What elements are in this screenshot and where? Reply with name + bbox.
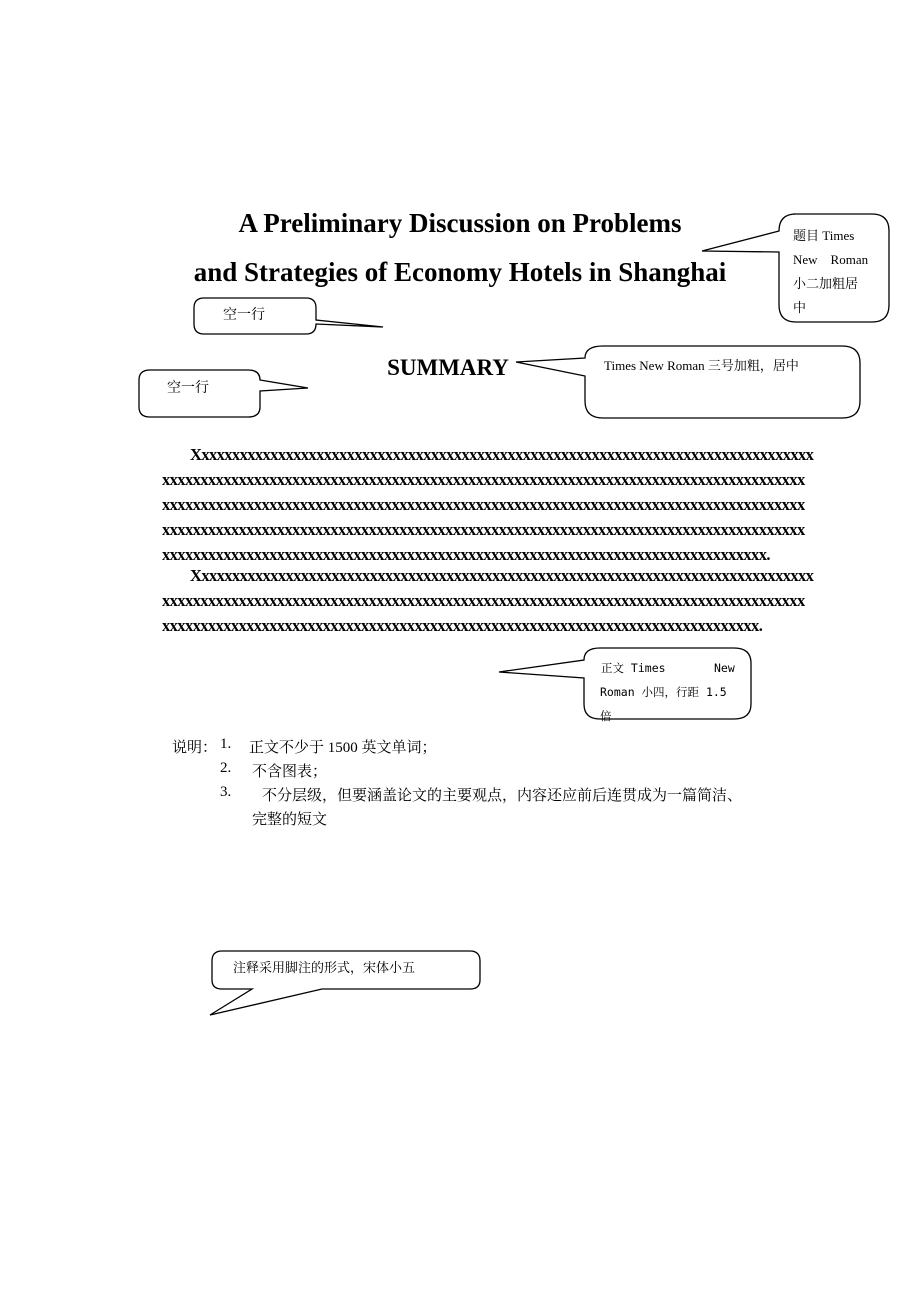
notes-item-3-text-line-1: 不分层级，但要涵盖论文的主要观点，内容还应前后连贯成为一篇简洁、 (262, 788, 743, 804)
callout-title-format-line-4: 中 (793, 300, 807, 315)
callout-summary-format-text: Times New Roman 三号加粗，居中 (604, 358, 799, 373)
callout-body-format-line-3 (600, 704, 612, 714)
paragraph-1-line-5: xxxxxxxxxxxxxxxxxxxxxxxxxxxxxxxxxxxxxxxxxxxxxxxxxxxxxxxxxxxxxxxxxxxxxxxxxxxxxxx. (162, 545, 770, 564)
paragraph-2-line-3: xxxxxxxxxxxxxxxxxxxxxxxxxxxxxxxxxxxxxxxxxxxxxxxxxxxxxxxxxxxxxxxxxxxxxxxxxxxxxx. (162, 616, 763, 635)
document-title-line-2: and Strategies of Economy Hotels in Shanghai (193, 257, 727, 287)
notes-item-3-text-line-2: 完整的短文 (252, 812, 328, 828)
callout-body-format-line-2: Roman 小四，行距 1.5 (600, 685, 727, 699)
document-title-line-1: A Preliminary Discussion on Problems (238, 208, 682, 238)
paragraph-2-line-1: Xxxxxxxxxxxxxxxxxxxxxxxxxxxxxxxxxxxxxxxxxxxxxxxxxxxxxxxxxxxxxxxxxxxxxxxxxxxxxxxxx (190, 566, 814, 585)
paragraph-1-line-3: xxxxxxxxxxxxxxxxxxxxxxxxxxxxxxxxxxxxxxxxxxxxxxxxxxxxxxxxxxxxxxxxxxxxxxxxxxxxxxxxxxxx (162, 495, 805, 514)
callout-title-format-line-2: New Roman (793, 252, 869, 267)
notes-item-2-text: 不含图表； (252, 764, 328, 780)
callout-blank-line-2-text: 空一行 (167, 381, 209, 396)
notes-label: 说明： (172, 740, 218, 756)
summary-heading: SUMMARY (387, 355, 509, 380)
notes-item-1-number: 1. (220, 736, 232, 752)
callout-blank-line-1-text: 空一行 (223, 308, 265, 323)
paragraph-1-line-2: xxxxxxxxxxxxxxxxxxxxxxxxxxxxxxxxxxxxxxxxxxxxxxxxxxxxxxxxxxxxxxxxxxxxxxxxxxxxxxxxxxxx (162, 470, 805, 489)
callout-footnote-format-text: 注释采用脚注的形式，宋体小五 (233, 961, 416, 976)
paragraph-2-line-2: xxxxxxxxxxxxxxxxxxxxxxxxxxxxxxxxxxxxxxxxxxxxxxxxxxxxxxxxxxxxxxxxxxxxxxxxxxxxxxxxxxxx (162, 591, 805, 610)
callout-blank-line-2-bubble (139, 370, 308, 417)
notes-item-2-number: 2. (220, 760, 232, 776)
callout-body-format-line-1: 正文 Times New (601, 661, 735, 675)
paragraph-1-line-4: xxxxxxxxxxxxxxxxxxxxxxxxxxxxxxxxxxxxxxxxxxxxxxxxxxxxxxxxxxxxxxxxxxxxxxxxxxxxxxxxxxxx (162, 520, 805, 539)
callout-title-format-line-1: 题目 Times (793, 228, 855, 243)
paragraph-1-line-1: Xxxxxxxxxxxxxxxxxxxxxxxxxxxxxxxxxxxxxxxxxxxxxxxxxxxxxxxxxxxxxxxxxxxxxxxxxxxxxxxxx (190, 445, 814, 464)
notes-item-3-number: 3. (220, 784, 232, 800)
notes-item-1-text: 正文不少于 1500 英文单词； (249, 740, 437, 756)
callout-title-format-line-3: 小二加粗居 (793, 276, 859, 291)
